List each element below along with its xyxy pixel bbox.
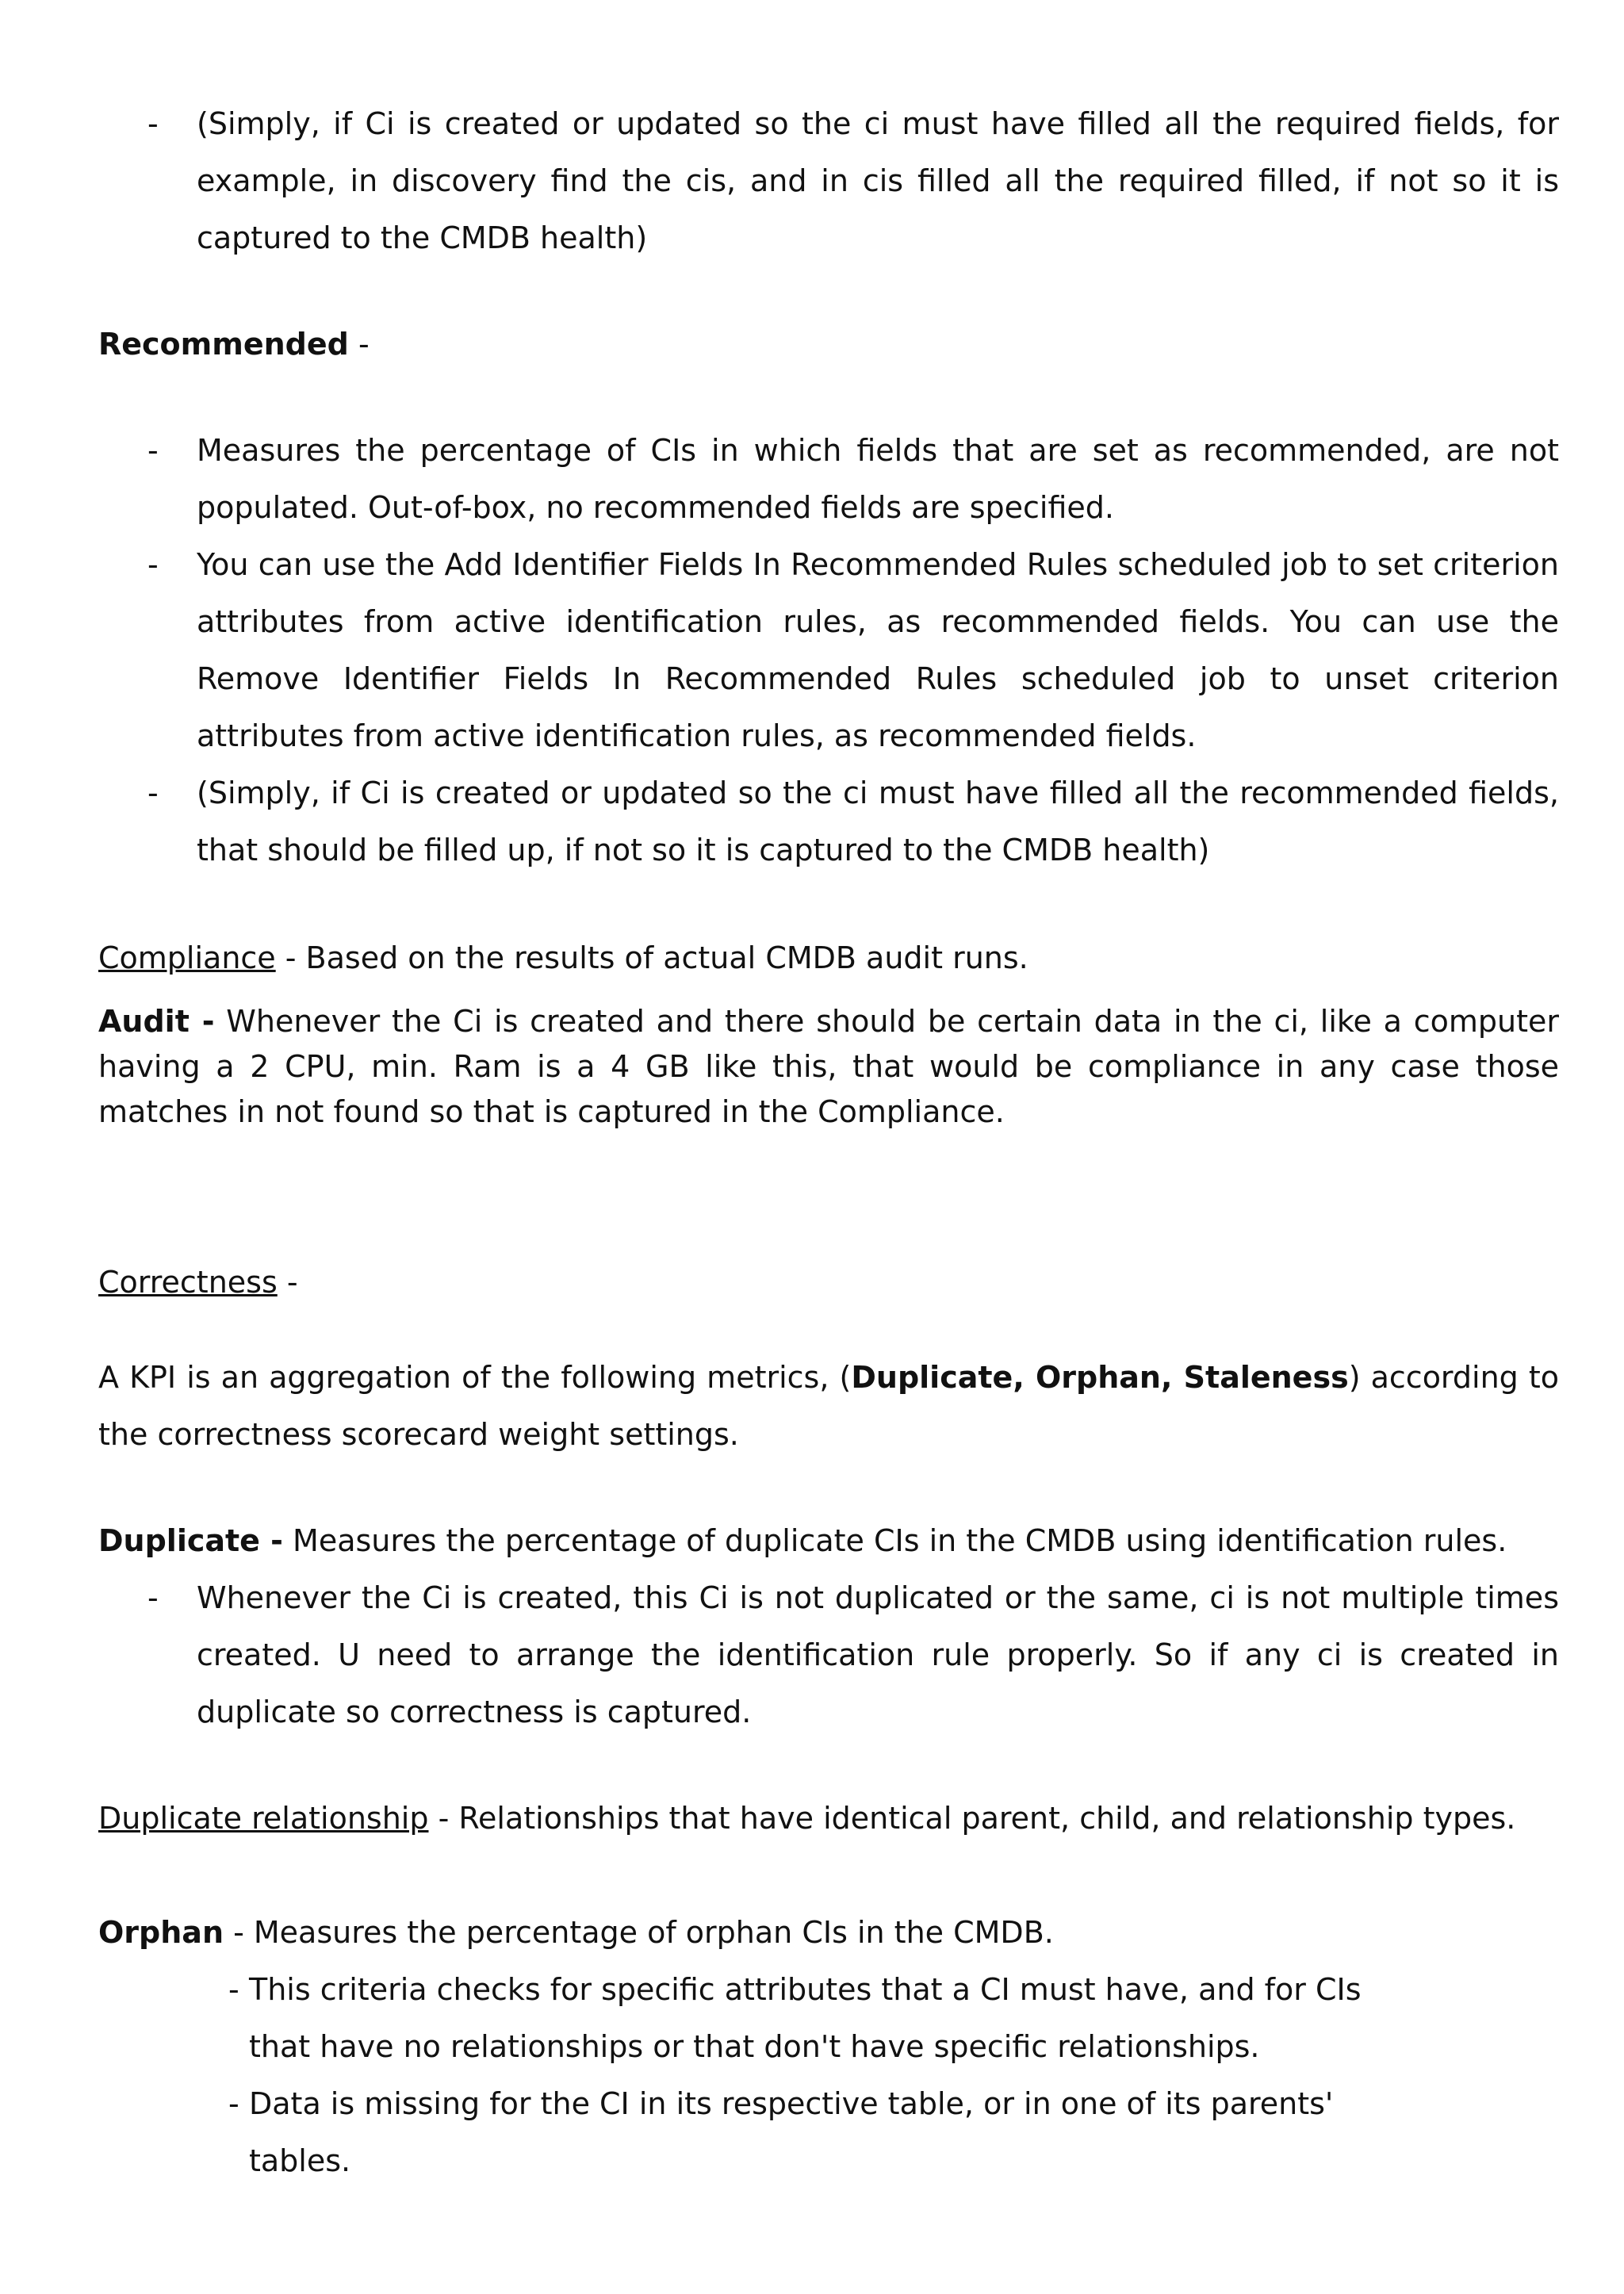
correctness-heading-line: Correctness -	[98, 1265, 298, 1300]
duplicate-relationship-heading: Duplicate relationship	[98, 1801, 429, 1836]
list-item: - You can use the Add Identifier Fields In Recommended Rules scheduled job to set criterion attributes from active identification rules, as recommended fields. You can use the Remove Identifier Fields In Recommended Rules scheduled job to unset criterion attributes from active identification rules, as recommended fields.	[147, 547, 1559, 753]
duplicate-relationship-line	[98, 1790, 1559, 1847]
recommended-item-text: (Simply, if Ci is created or updated so the ci must have filled all the recommended fields, that should be filled up, if not so it is captured to the CMDB health)	[197, 776, 1559, 867]
orphan-item-text: Data is missing for the CI in its respective table, or in one of its parents' tables.	[249, 2086, 1334, 2178]
recommended-item-text: Measures the percentage of CIs in which fields that are set as recommended, are not populated. Out-of-box, no recommended fields are specified.	[197, 433, 1559, 525]
duplicate-list	[98, 1569, 1559, 1741]
recommended-heading: Recommended	[98, 327, 349, 362]
compliance-text: - Based on the results of actual CMDB audit runs.	[275, 940, 1028, 975]
duplicate-text: Measures the percentage of duplicate CIs in the CMDB using identification rules.	[282, 1523, 1507, 1558]
recommended-heading-line: Recommended -	[98, 327, 370, 362]
required-item-text: (Simply, if Ci is created or updated so the ci must have filled all the required fields, for example, in discovery find the cis, and in cis filled all the required filled, if not so it is captured to the CMDB health)	[197, 106, 1559, 255]
duplicate-heading: Duplicate -	[98, 1523, 283, 1558]
orphan-list	[98, 1961, 1383, 2189]
duplicate-line	[98, 1512, 1559, 1569]
list-item: - Measures the percentage of CIs in which fields that are set as recommended, are not populated. Out-of-box, no recommended fields are specified.	[147, 433, 1559, 525]
recommended-list	[98, 422, 1559, 879]
orphan-item-text: This criteria checks for specific attributes that a CI must have, and for CIs that have no relationships or that don't have specific relationships.	[249, 1972, 1362, 2064]
orphan-line	[98, 1904, 1559, 1961]
compliance-heading: Compliance	[98, 940, 276, 975]
correctness-heading: Correctness	[98, 1265, 278, 1300]
list-item: - Whenever the Ci is created, this Ci is not duplicated or the same, ci is not multiple times created. U need to arrange the identification rule properly. So if any ci is created in duplicate so correctness is captured.	[147, 1580, 1559, 1729]
duplicate-item-text: Whenever the Ci is created, this Ci is not duplicated or the same, ci is not multiple times created. U need to arrange the identification rule properly. So if any ci is created in duplicate so correctness is captured.	[197, 1580, 1559, 1729]
audit-text: Whenever the Ci is created and there should be certain data in the ci, like a computer having a 2 CPU, min. Ram is a 4 GB like this, that would be compliance in any case those matches in not found so that is captured in the Compliance.	[98, 1004, 1559, 1129]
audit-heading: Audit -	[98, 1004, 215, 1039]
list-item: - (Simply, if Ci is created or updated so the ci must have filled all the recommended fields, that should be filled up, if not so it is captured to the CMDB health)	[147, 776, 1559, 867]
compliance-line	[98, 929, 1559, 986]
list-item: - (Simply, if Ci is created or updated so the ci must have filled all the required fields, for example, in discovery find the cis, and in cis filled all the required filled, if not so it is captured to the CMDB health)	[147, 106, 1559, 255]
required-list	[98, 95, 1559, 266]
kpi-metrics: Duplicate, Orphan, Staleness	[851, 1360, 1349, 1395]
kpi-paragraph: A KPI is an aggregation of the following metrics, (Duplicate, Orphan, Staleness) according to the correctness scorecard weight settings.	[98, 1360, 1560, 1452]
list-item: - This criteria checks for specific attributes that a CI must have, and for CIs that have no relationships or that don't have specific relationships.	[98, 1961, 1383, 2075]
audit-paragraph	[98, 999, 1559, 1135]
orphan-heading: Orphan	[98, 1915, 224, 1950]
orphan-text: - Measures the percentage of orphan CIs in the CMDB.	[224, 1915, 1054, 1950]
document-page	[98, 95, 1559, 2189]
list-item: - Data is missing for the CI in its respective table, or in one of its parents' tables.	[98, 2075, 1383, 2189]
recommended-item-text: You can use the Add Identifier Fields In Recommended Rules scheduled job to set criterion attributes from active identification rules, as recommended fields. You can use the Remove Identifier Fields In Recommended Rules scheduled job to unset criterion attributes from active identification rules, as recommended fields.	[197, 547, 1559, 753]
duplicate-relationship-text: - Relationships that have identical parent, child, and relationship types.	[428, 1801, 1516, 1836]
